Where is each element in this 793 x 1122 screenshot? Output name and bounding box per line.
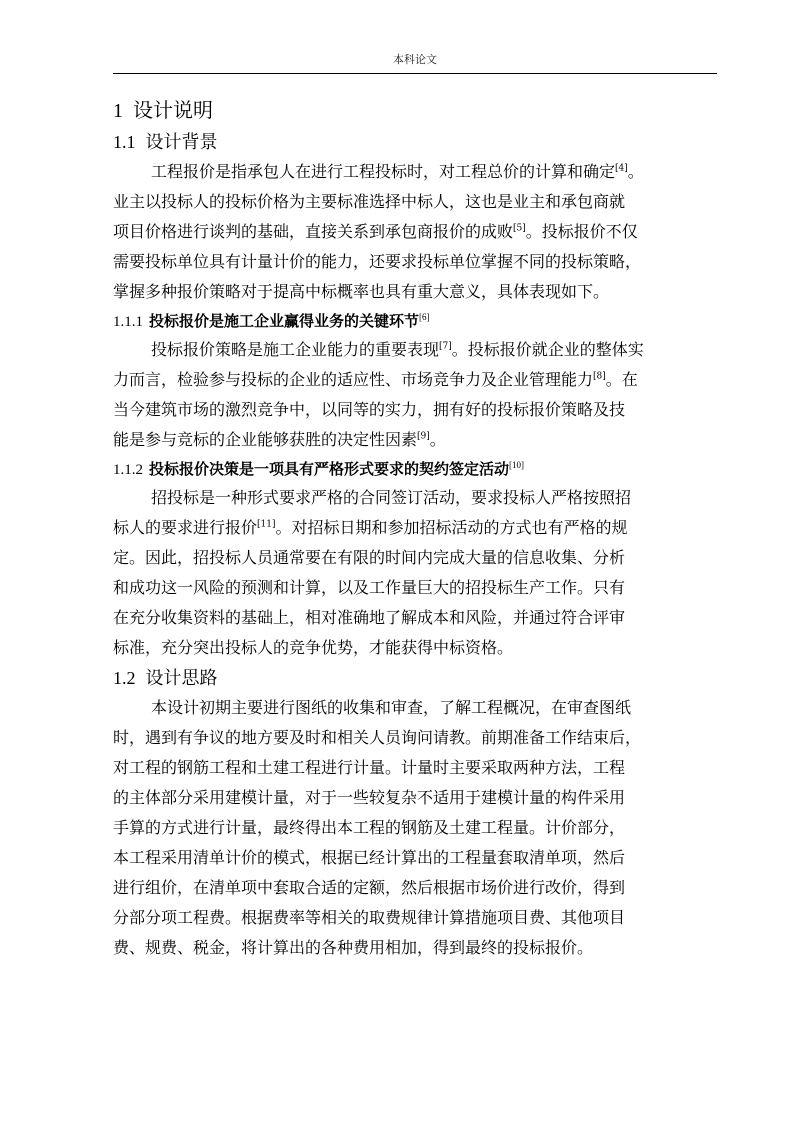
text-line: 手算的方式进行计量，最终得出本工程的钢筋及土建工程量。计价部分， [113, 818, 626, 837]
text-line: 和成功这一风险的预测和计算，以及工作量巨大的招投标生产工作。只有 [113, 578, 626, 597]
text-line: 业主以投标人的投标价格为主要标准选择中标人，这也是业主和承包商就 [113, 192, 626, 211]
citation-ref: [11] [257, 519, 276, 530]
citation-ref: [7] [439, 341, 452, 352]
text-line: 进行组价，在清单项中套取合适的定额，然后根据市场价进行改价，得到 [113, 878, 626, 897]
section-title: 设计思路 [145, 668, 218, 689]
section-title: 投标报价是施工企业赢得业务的关键环节 [149, 312, 420, 330]
heading-section-1-1-2 [113, 455, 717, 483]
citation-ref: [4] [615, 163, 628, 174]
text-line: 时，遇到有争议的地方要及时和相关人员询问请教。前期准备工作结束后， [113, 728, 642, 747]
text-line: 分部分项工程费。根据费率等相关的取费规律计算措施项目费、其他项目 [113, 908, 626, 927]
section-title: 设计说明 [133, 98, 213, 122]
citation-ref: [8] [593, 371, 606, 382]
text-line: 本工程采用清单计价的模式，根据已经计算出的工程量套取清单项，然后 [113, 848, 626, 867]
text-line: 的主体部分采用建模计量，对于一些较复杂不适用于建模计量的构件采用 [113, 788, 626, 807]
section-title: 投标报价决策是一项具有严格形式要求的契约签定活动 [149, 460, 510, 478]
paragraph-approach [113, 693, 717, 963]
section-number: 1.1 [113, 132, 136, 152]
paragraph-contract [113, 483, 717, 663]
heading-section-1-1-1 [113, 307, 717, 335]
text-line: 当今建筑市场的激烈竞争中，以同等的实力，拥有好的投标报价策略及技 [113, 400, 626, 419]
citation-ref: [6] [419, 312, 430, 322]
text-line: 需要投标单位具有计量计价的能力，还要求投标单位掌握不同的投标策略， [113, 252, 642, 271]
section-number: 1 [113, 100, 123, 122]
text-line: 掌握多种报价策略对于提高中标概率也具有重大意义，具体表现如下。 [113, 282, 610, 301]
paragraph-background [113, 157, 717, 307]
section-number: 1.2 [113, 668, 136, 688]
text-line: 标准，充分突出投标人的竞争优势，才能获得中标资格。 [113, 638, 514, 657]
section-number: 1.1.1 [113, 314, 143, 330]
section-title: 设计背景 [145, 132, 218, 153]
text-line: 费、规费、税金，将计算出的各种费用相加，得到最终的投标报价。 [113, 938, 594, 957]
text-line: 力而言，检验参与投标的企业的适应性、市场竞争力及企业管理能力[8]。在 [113, 370, 638, 389]
text-line: 本设计初期主要进行图纸的收集和审查，了解工程概况，在审查图纸 [151, 698, 632, 717]
heading-section-1-1 [113, 127, 717, 157]
text-line: 能是参与竞标的企业能够获胜的决定性因素[9]。 [113, 430, 446, 449]
citation-ref: [9] [417, 431, 430, 442]
paragraph-strategy [113, 335, 717, 455]
page-content [113, 93, 717, 963]
citation-ref: [5] [513, 223, 526, 234]
text-line: 在充分收集资料的基础上，相对准确地了解成本和风险，并通过符合评审 [113, 608, 626, 627]
header-rule [113, 73, 717, 74]
heading-section-1 [113, 93, 717, 127]
heading-section-1-2 [113, 663, 717, 693]
text-line: 项目价格进行谈判的基础，直接关系到承包商报价的成败[5]。投标报价不仅 [113, 222, 638, 241]
citation-ref: [10] [509, 460, 525, 470]
text-line: 定。因此，招投标人员通常要在有限的时间内完成大量的信息收集、分析 [113, 548, 626, 567]
section-number: 1.1.2 [113, 462, 143, 478]
text-line: 对工程的钢筋工程和土建工程进行计量。计量时主要采取两种方法，工程 [113, 758, 626, 777]
text-line: 工程报价是指承包人在进行工程投标时，对工程总价的计算和确定[4]。 [151, 162, 644, 181]
text-line: 标人的要求进行报价[11]。对招标日期和参加招标活动的方式也有严格的规 [113, 518, 628, 537]
text-line: 招投标是一种形式要求严格的合同签订活动，要求投标人严格按照招 [151, 488, 632, 507]
text-line: 投标报价策略是施工企业能力的重要表现[7]。投标报价就企业的整体实 [151, 340, 644, 359]
running-header: 本科论文 [393, 53, 437, 66]
